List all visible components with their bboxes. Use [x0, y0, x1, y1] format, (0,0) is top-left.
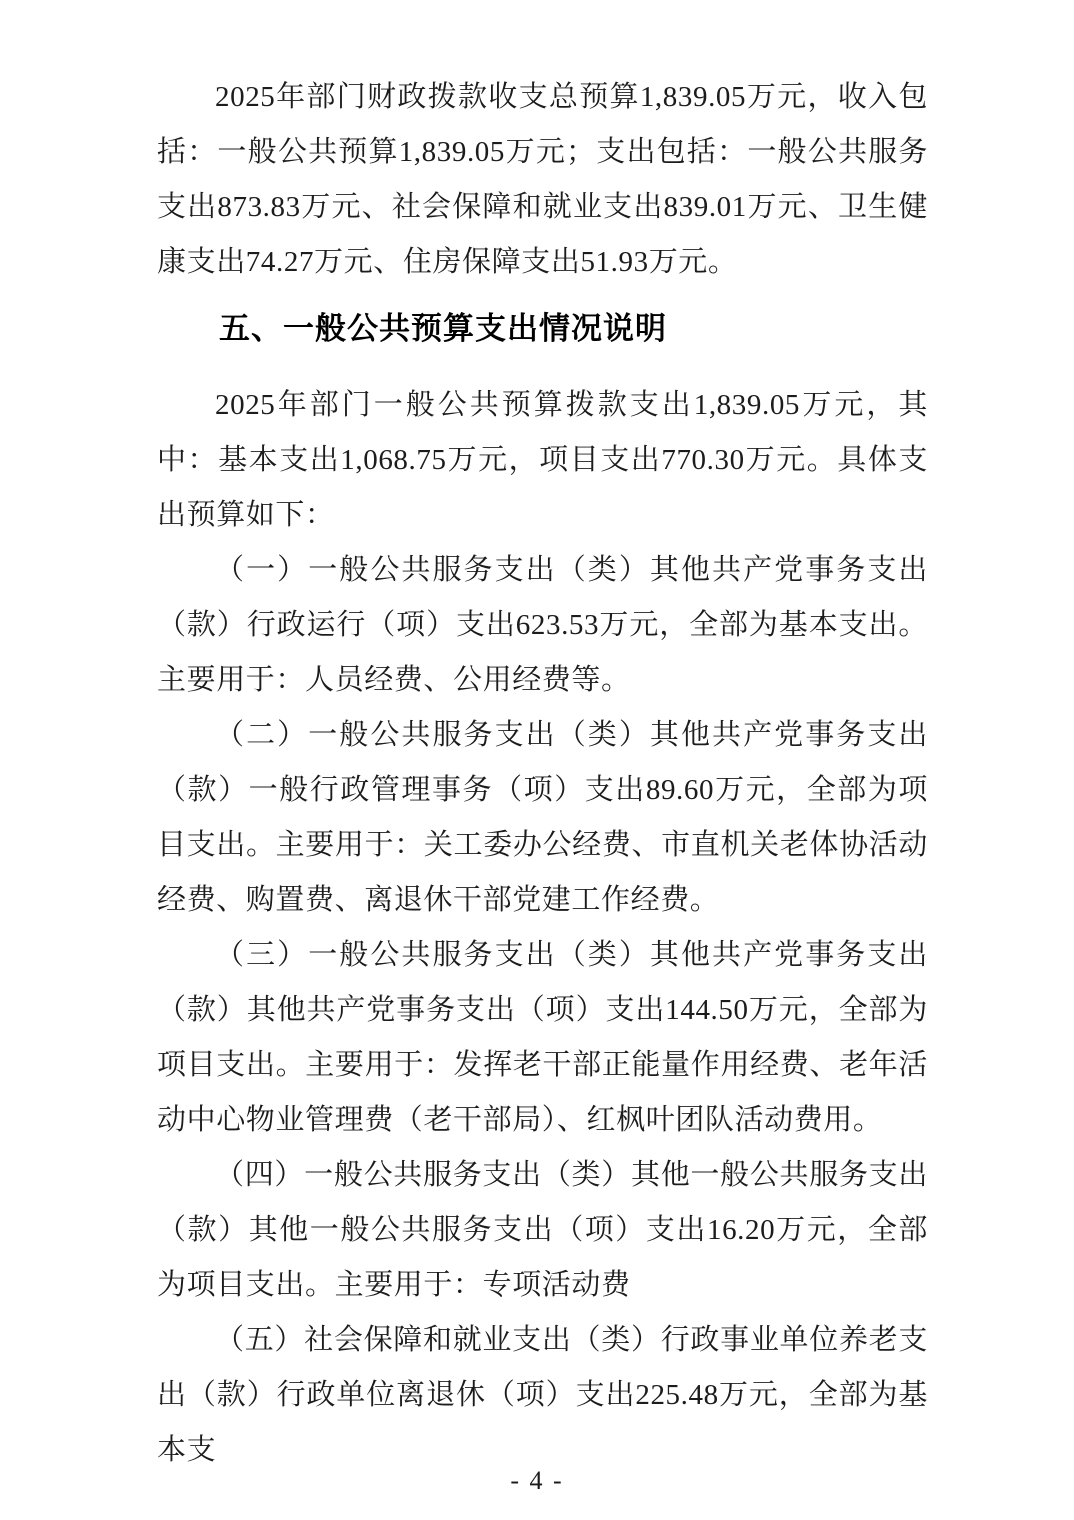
page-number: - 4 -	[510, 1466, 564, 1495]
para-expenditure-item-3: （三）一般公共服务支出（类）其他共产党事务支出（款）其他共产党事务支出（项）支出144.50万元，全部为项目支出。主要用于：发挥老干部正能量作用经费、老年活动中心物业管理费（老干部局）、红枫叶团队活动费用。	[157, 939, 928, 1136]
para-expenditure-item-2: （二）一般公共服务支出（类）其他共产党事务支出（款）一般行政管理事务（项）支出89.60万元，全部为项目支出。主要用于：关工委办公经费、市直机关老体协活动经费、购置费、离退休干部党建工作经费。	[157, 719, 928, 916]
para-expenditure-item-4: （四）一般公共服务支出（类）其他一般公共服务支出（款）其他一般公共服务支出（项）支出16.20万元，全部为项目支出。主要用于：专项活动费	[157, 1159, 928, 1301]
para-general-budget-overview: 2025年部门一般公共预算拨款支出1,839.05万元，其中：基本支出1,068.75万元，项目支出770.30万元。具体支出预算如下：	[157, 389, 928, 531]
document-body	[157, 70, 928, 1478]
section-heading-general-public-budget-expenditure: 五、一般公共预算支出情况说明	[219, 311, 667, 346]
para-expenditure-item-5: （五）社会保障和就业支出（类）行政事业单位养老支出（款）行政单位离退休（项）支出225.48万元，全部为基本支	[157, 1324, 928, 1466]
para-expenditure-item-1: （一）一般公共服务支出（类）其他共产党事务支出（款）行政运行（项）支出623.53万元，全部为基本支出。主要用于：人员经费、公用经费等。	[157, 554, 928, 696]
para-fiscal-appropriation-summary: 2025年部门财政拨款收支总预算1,839.05万元，收入包括：一般公共预算1,839.05万元；支出包括：一般公共服务支出873.83万元、社会保障和就业支出839.01万元、卫生健康支出74.27万元、住房保障支出51.93万元。	[157, 81, 928, 278]
